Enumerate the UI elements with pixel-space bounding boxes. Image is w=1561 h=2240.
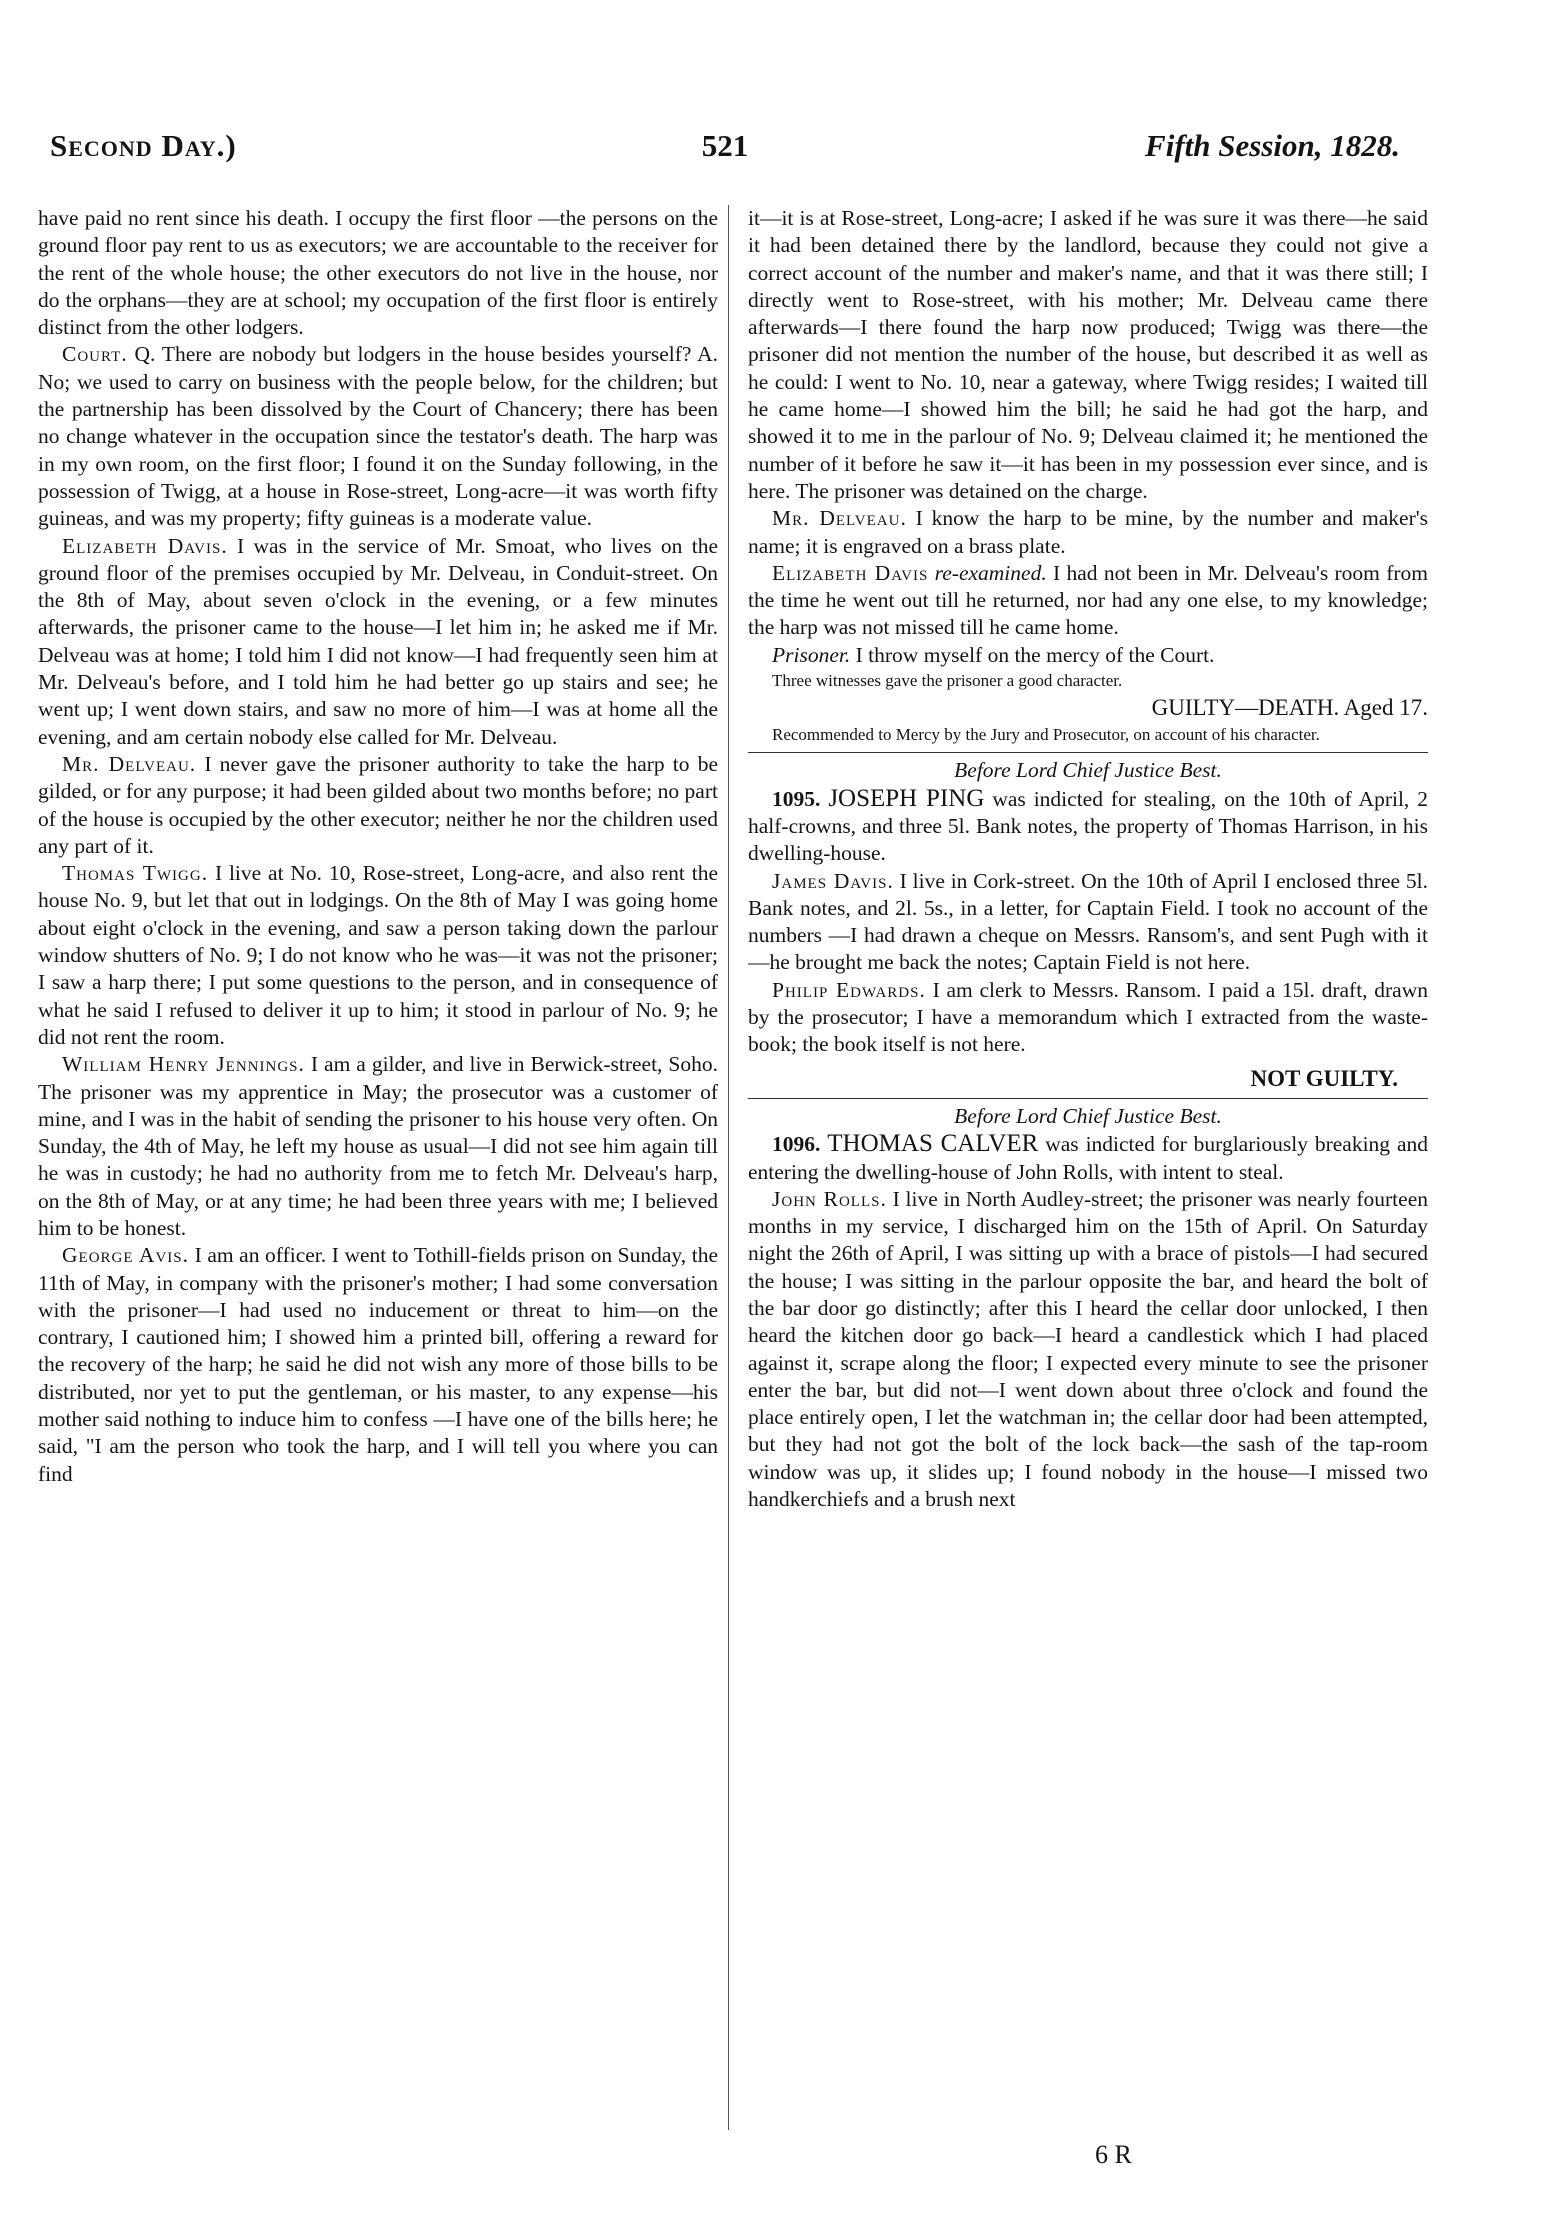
judge-heading: Before Lord Chief Justice Best. [748, 1098, 1428, 1130]
case-paragraph [748, 785, 1428, 868]
testimony-text: I am clerk to Messrs. Ransom. I paid a 15l. draft, drawn by the prosecutor; I have a memorandum which I extracted from the waste-book; the book itself is not here. [748, 977, 1428, 1057]
running-header [50, 128, 1400, 168]
testimony-text: have paid no rent since his death. I occupy the first floor —the persons on the ground floor pay rent to us as executors; we are accountable to the receiver for the rent of the whole house; the other executors do not live in the house, nor do the orphans—they are at school; my occupation of the first floor is entirely distinct from the other lodgers. [38, 206, 718, 340]
case-number: 1095. [772, 786, 821, 811]
speaker-name: Thomas Twigg. [62, 861, 209, 886]
testimony-paragraph [748, 642, 1428, 669]
speaker-name: Elizabeth Davis [772, 560, 929, 585]
verdict-guilty: GUILTY—DEATH. Aged 17. [1151, 695, 1428, 721]
character-witnesses-note: Three witnesses gave the prisoner a good character. [772, 671, 1123, 691]
testimony-paragraph [748, 977, 1428, 1059]
right-column [748, 205, 1428, 2145]
defendant-name: JOSEPH PING [828, 784, 985, 812]
speaker-name: Philip Edwards. [772, 977, 926, 1002]
testimony-paragraph [748, 505, 1428, 560]
judge-heading: Before Lord Chief Justice Best. [748, 752, 1428, 784]
speaker-name: William Henry Jennings. [62, 1052, 305, 1077]
testimony-text: I am an officer. I went to Tothill-fields prison on Sunday, the 11th of May, in company with the prisoner's mother; I had some conversation with the prisoner—I had used no inducement or threat to him—on the contrary, I cautioned him; I showed him a printed bill, offering a reward for the recovery of the harp; he said he did not wish any more of those bills to be distributed, nor yet to put the gentleman, or his master, to any expense—his mother said nothing to induce him to confess —I have one of the bills here; he said, "I am the person who took the harp, and I will tell you where you can find [38, 1243, 718, 1486]
testimony-text: I never gave the prisoner authority to take the harp to be gilded, or for any purpose; it had been gilded about two months before; no part of the house is occupied by the other executor; neither he nor the children used any part of it. [38, 751, 718, 858]
continued-testimony: it—it is at Rose-street, Long-acre; I asked if he was sure it was there—he said it had been detained there by the landlord, because they could not give a correct account of the number and maker's name, and that it was there still; I directly went to Rose-street, with his mother; Mr. Delveau came there afterwards—I there found the harp now produced; Twigg was there—the prisoner did not mention the number of the house, but described it as well as he could: I went to No. 10, near a gateway, where Twigg resides; I waited till he came home—I showed him the bill; he said he had got the harp, and showed it to me in the parlour of No. 9; Delveau claimed it; he mentioned the number of it before he saw it—it has been in my possession ever since, and is here. The prisoner was detained on the charge. [748, 206, 1428, 503]
testimony-paragraph [748, 1186, 1428, 1514]
testimony-paragraph [748, 868, 1428, 977]
indictment-text: was indicted for burglariously breaking and entering the dwelling-house of John Rolls, with intent to steal. [748, 1132, 1428, 1184]
testimony-text: I throw myself on the mercy of the Court. [855, 642, 1215, 667]
case-number: 1096. [772, 1132, 821, 1157]
testimony-text: I am a gilder, and live in Berwick-street, Soho. The prisoner was my apprentice in May; the prosecutor was a customer of mine, and I was in the habit of sending the prisoner to his house very often. On Sunday, the 4th of May, he left my house as usual—I did not see him again till he was in custody; he had no authority from me to fetch Mr. Delveau's harp, on the 8th of May, or at any time; he had been three years with me; I believed him to be honest. [38, 1052, 718, 1240]
mercy-recommendation: Recommended to Mercy by the Jury and Prosecutor, on account of his character. [772, 725, 1320, 745]
verdict-not-guilty: NOT GUILTY. [1250, 1065, 1398, 1091]
speaker-name: James Davis. [772, 868, 894, 893]
testimony-paragraph [38, 533, 718, 751]
case-paragraph [748, 1130, 1428, 1186]
speaker-name: Court. [62, 342, 128, 367]
header-day: Second Day.) [50, 128, 237, 163]
testimony-paragraph [748, 560, 1428, 642]
speaker-qualifier: re-examined. [934, 560, 1047, 585]
speaker-name: George Avis. [62, 1243, 189, 1268]
testimony-paragraph [38, 751, 718, 860]
page-number: 521 [701, 128, 749, 163]
defendant-name: THOMAS CALVER [827, 1130, 1039, 1158]
speaker-name: Mr. Delveau. [772, 506, 907, 531]
left-column [38, 205, 718, 2145]
testimony-text: I was in the service of Mr. Smoat, who lives on the ground floor of the premises occupied by Mr. Delveau, in Conduit-street. On the 8th of May, about seven o'clock in the evening, or a few minutes afterwards, the prisoner came to the house—I let him in; he asked me if Mr. Delveau was at home; I told him I did not know—I had frequently seen him at Mr. Delveau's before, and I told him he had better go up stairs and see; he went up; I went down stairs, and saw no more of him—I was at home all the evening, and am certain nobody else called for Mr. Delveau. [38, 533, 718, 749]
speaker-name: John Rolls. [772, 1186, 887, 1211]
testimony-paragraph [38, 1242, 718, 1488]
column-divider [728, 205, 729, 2130]
testimony-paragraph [38, 341, 718, 532]
testimony-text: Q. There are nobody but lodgers in the house besides yourself? A. No; we used to carry on business with the people below, for the children; but the partnership has been dissolved by the Court of Chancery; there has been no change whatever in the occupation since the testator's death. The harp was in my own room, on the first floor; I found it on the Sunday following, in the possession of Twigg, at a house in Rose-street, Long-acre—it was worth fifty guineas, and was my property; fifty guineas is a moderate value. [38, 342, 718, 531]
speaker-name: Mr. Delveau. [62, 751, 197, 776]
testimony-paragraph [38, 205, 718, 341]
testimony-paragraph [38, 860, 718, 1051]
signature-mark: 6 R [1095, 2140, 1132, 2169]
testimony-text: I live in Cork-street. On the 10th of April I enclosed three 5l. Bank notes, and 2l. 5s., in a letter, for Captain Field. I took no account of the numbers —I had drawn a cheque on Messrs. Ransom's, and sent Pugh with it—he brought me back the notes; Captain Field is not here. [748, 868, 1428, 975]
testimony-text: I live at No. 10, Rose-street, Long-acre, and also rent the house No. 9, but let that out in lodgings. On the 8th of May I was going home about eight o'clock in the evening, and saw a person taking down the parlour window shutters of No. 9; I do not know who he was—it was not the prisoner; I saw a harp there; I put some questions to the person, and in consequence of what he said I refused to deliver it up to him; it stood in parlour of No. 9; he did not rent the room. [38, 861, 718, 1049]
speaker-name: Elizabeth Davis. [62, 533, 228, 558]
testimony-paragraph [38, 1051, 718, 1242]
indictment-text: was indicted for stealing, on the 10th of April, 2 half-crowns, and three 5l. Bank notes, the property of Thomas Harrison, in his dwelling-house. [748, 786, 1428, 866]
testimony-text: I know the harp to be mine, by the number and maker's name; it is engraved on a brass plate. [748, 506, 1428, 558]
header-session: Fifth Session, 1828. [1145, 128, 1400, 163]
speaker-name: Prisoner. [772, 642, 851, 667]
testimony-text: I live in North Audley-street; the prisoner was nearly fourteen months in my service, I discharged him on the 15th of April. On Saturday night the 26th of April, I was sitting up with a brace of pistols—I had secured the house; I was sitting in the parlour opposite the bar, and heard the bolt of the bar door go distinctly; after this I heard the cellar door unlocked, I then heard the kitchen door go back—I heard a candlestick which I had placed against it, scrape along the floor; I expected every minute to see the prisoner enter the bar, but did not—I went down about three o'clock and found the place entirely open, I let the watchman in; the cellar door had been attempted, but they had not got the bolt of the lock back—the sash of the tap-room window was up, it slides up; I found nobody in the house—I missed two handkerchiefs and a brush next [748, 1186, 1428, 1512]
testimony-text: I had not been in Mr. Delveau's room from the time he went out till he returned, nor had any one else, to my knowledge; the harp was not missed till he came home. [748, 560, 1428, 640]
